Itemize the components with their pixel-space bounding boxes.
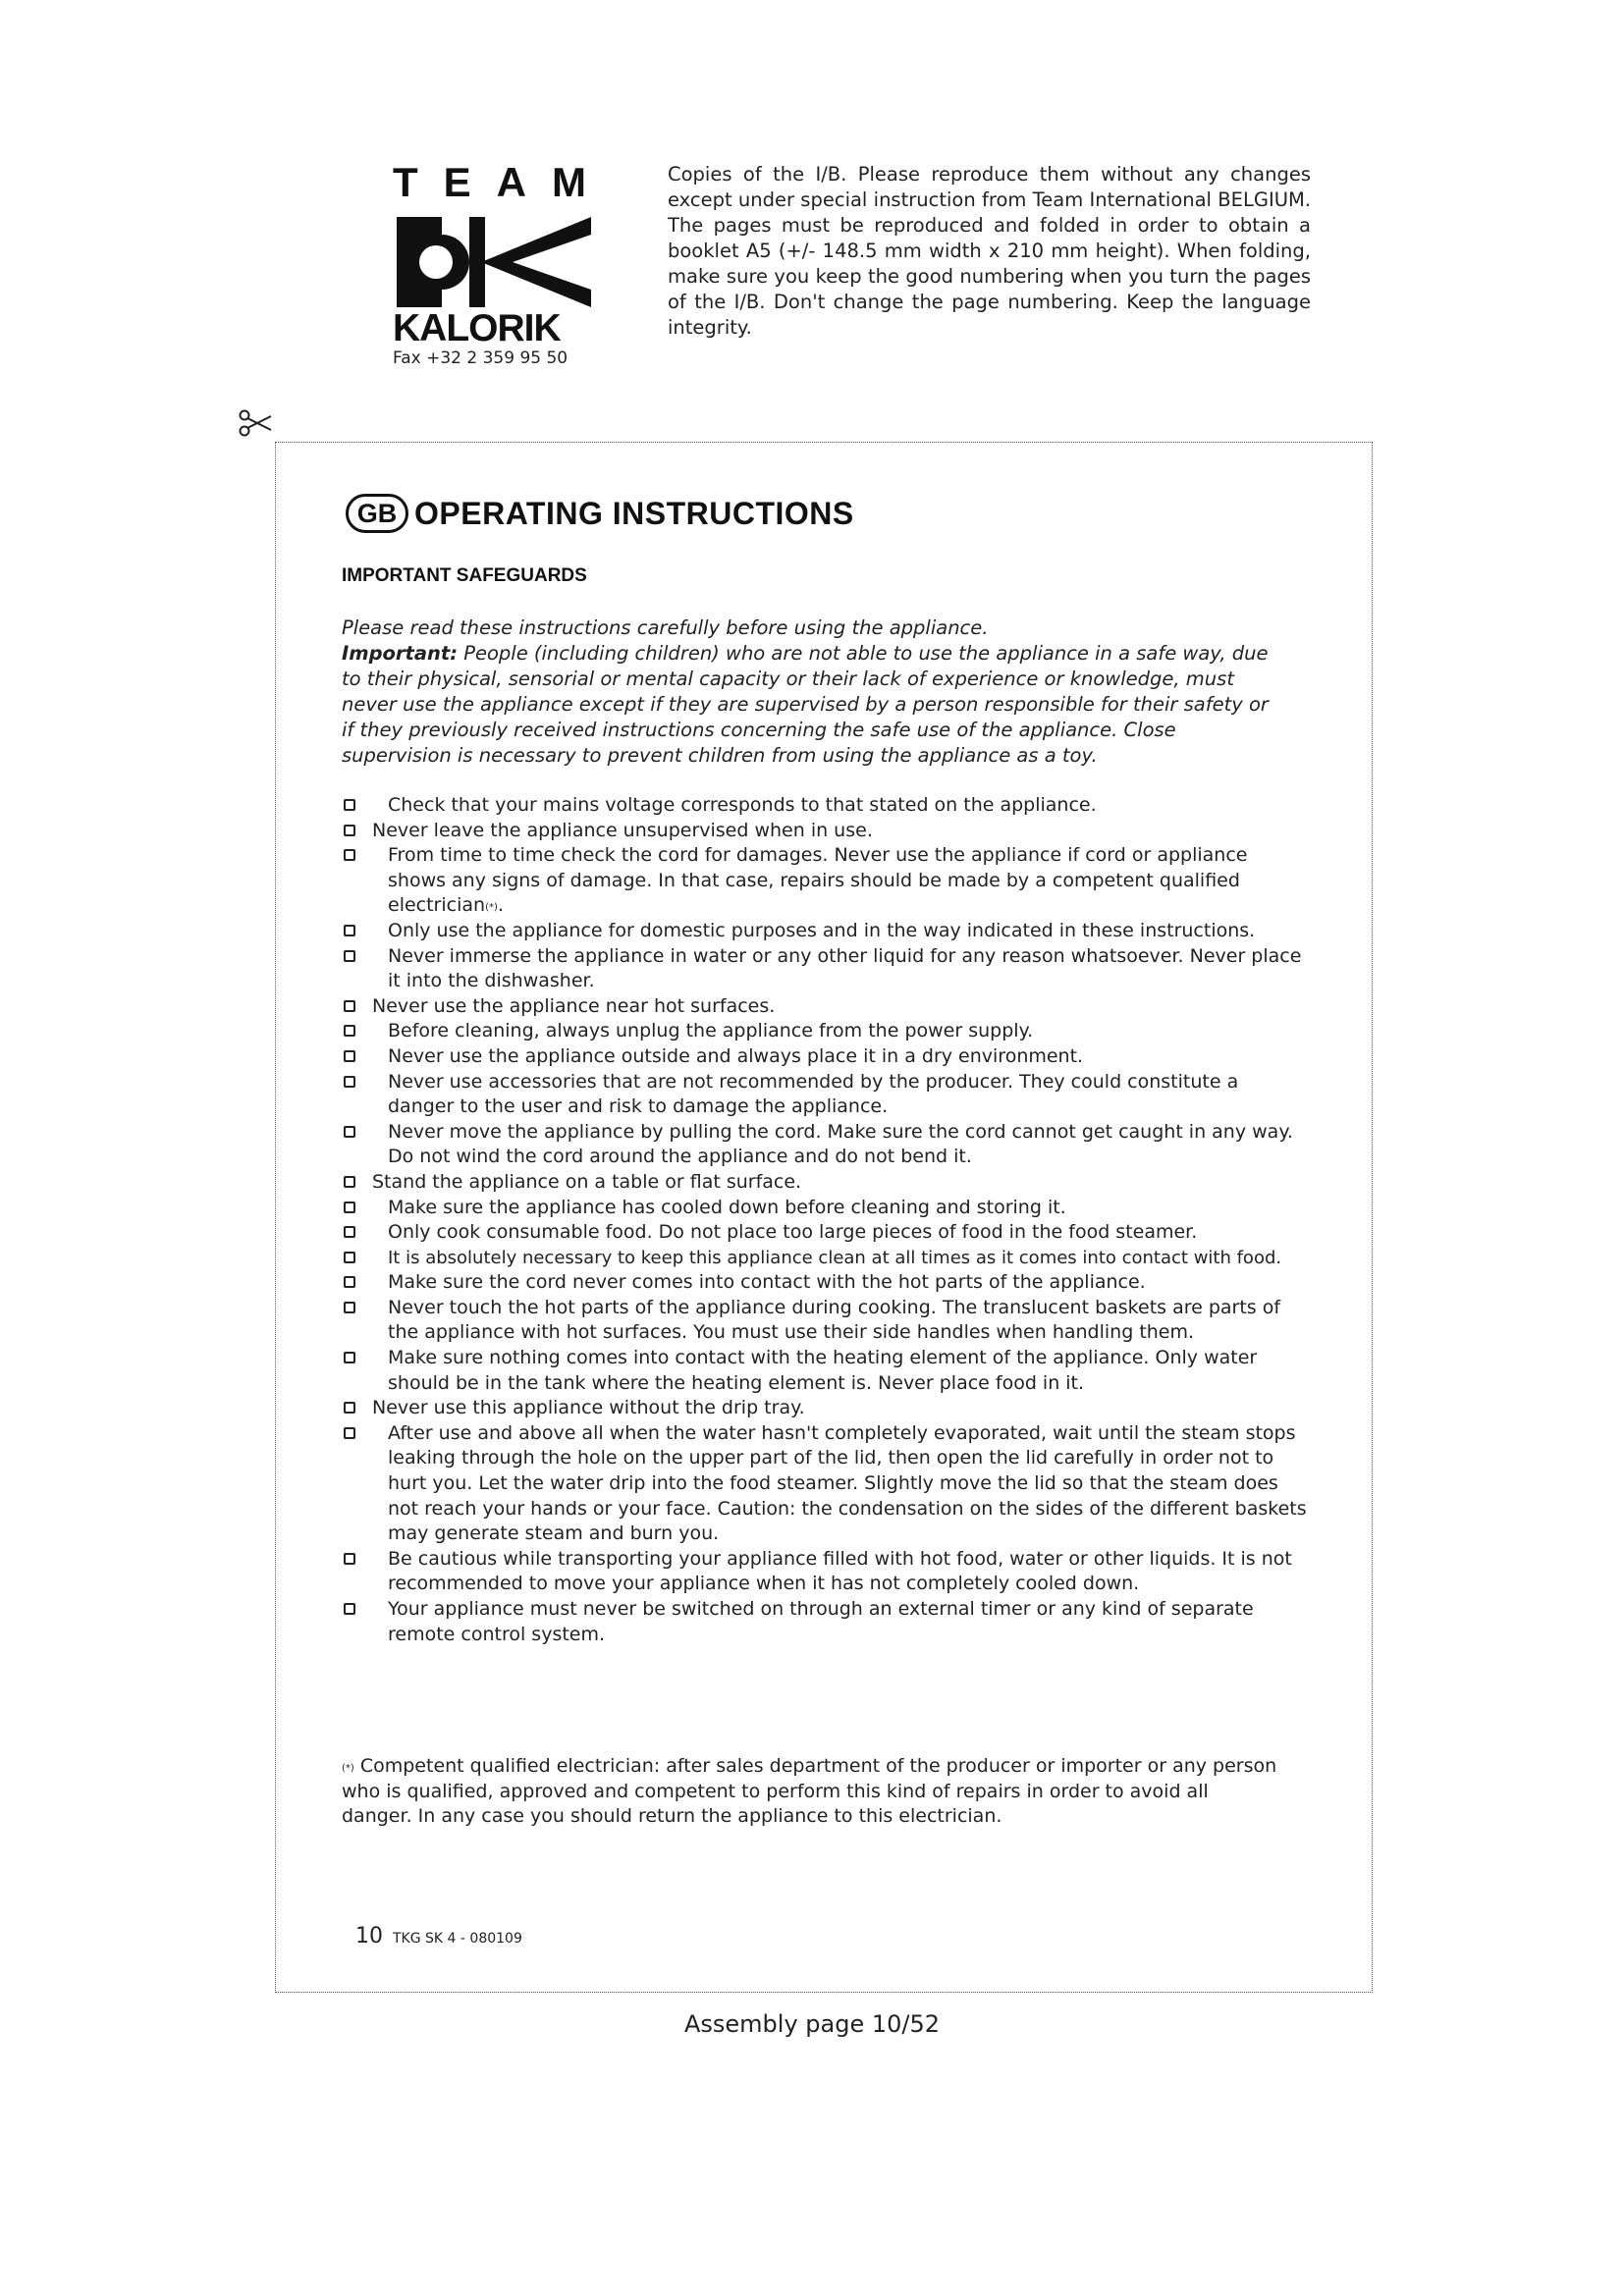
list-item: Never move the appliance by pulling the cord. Make sure the cord cannot get caught in any way. Do not wind the cord around the appliance and do not bend it. xyxy=(342,1120,1309,1170)
safeguards-list xyxy=(342,793,1309,1647)
footnote xyxy=(342,1754,1284,1830)
list-item: Never use the appliance near hot surfaces. xyxy=(342,994,1309,1020)
important-paragraph xyxy=(342,641,1274,769)
team-kalorik-logo xyxy=(393,159,612,368)
list-item: Never use the appliance outside and always place it in a dry environment. xyxy=(342,1044,1309,1070)
page-number: 10 xyxy=(355,1924,383,1949)
list-item: Check that your mains voltage corresponds to that stated on the appliance. xyxy=(342,793,1309,819)
checkbox-icon xyxy=(344,1000,355,1012)
checkbox-icon xyxy=(344,1126,355,1138)
list-item: Never immerse the appliance in water or any other liquid for any reason whatsoever. Never place it into the dishwasher. xyxy=(342,944,1309,994)
checkbox-icon xyxy=(344,1553,355,1565)
list-item: Only use the appliance for domestic purposes and in the way indicated in these instructions. xyxy=(342,919,1309,944)
list-item: Before cleaning, always unplug the appliance from the power supply. xyxy=(342,1019,1309,1044)
list-item: Be cautious while transporting your appliance filled with hot food, water or other liquids. It is not recommended to move your appliance when it has not completely cooled down. xyxy=(342,1547,1309,1597)
checkbox-icon xyxy=(344,1201,355,1213)
list-item: Never use accessories that are not recommended by the producer. They could constitute a danger to the user and risk to damage the appliance. xyxy=(342,1070,1309,1120)
checkbox-icon xyxy=(344,849,355,861)
list-item: Never touch the hot parts of the appliance during cooking. The translucent baskets are parts of the appliance with hot surfaces. You must use their side handles when handling them. xyxy=(342,1296,1309,1346)
checkbox-icon xyxy=(344,1025,355,1037)
important-text: People (including children) who are not able to use the appliance in a safe way, due to their physical, sensorial or mental capacity or their lack of experience or knowledge, must never use the appliance except if they are supervised by a person responsible for their safety or if they previously received instructions concerning the safe use of the appliance. Close supervision is necessary to prevent children from using the appliance as a toy. xyxy=(342,642,1269,767)
checkbox-icon xyxy=(344,1302,355,1313)
checkbox-icon xyxy=(344,1402,355,1414)
list-item: Never use this appliance without the drip tray. xyxy=(342,1396,1309,1421)
checkbox-icon xyxy=(344,825,355,836)
list-item: Make sure the appliance has cooled down before cleaning and storing it. xyxy=(342,1196,1309,1221)
logo-brand-text: KALORIK xyxy=(393,307,561,349)
checkbox-icon xyxy=(344,799,355,811)
logo-team-text: TEAM xyxy=(393,159,612,205)
checkbox-icon xyxy=(344,1176,355,1188)
page-footer xyxy=(355,1924,522,1949)
checkbox-icon xyxy=(344,1603,355,1615)
checkbox-icon xyxy=(344,1427,355,1439)
checkbox-icon xyxy=(344,950,355,962)
list-item: It is absolutely necessary to keep this appliance clean at all times as it comes into contact with food. xyxy=(342,1246,1309,1271)
section-title: IMPORTANT SAFEGUARDS xyxy=(342,565,587,586)
model-code: TKG SK 4 - 080109 xyxy=(393,1931,522,1947)
page-heading xyxy=(346,494,854,533)
checkbox-icon xyxy=(344,1276,355,1288)
list-item: Your appliance must never be switched on through an external timer or any kind of separate remote control system. xyxy=(342,1597,1309,1647)
list-item: Stand the appliance on a table or flat surface. xyxy=(342,1170,1309,1196)
page-title: OPERATING INSTRUCTIONS xyxy=(414,495,854,531)
fax-number: Fax +32 2 359 95 50 xyxy=(393,348,568,368)
checkbox-icon xyxy=(344,1352,355,1363)
intro-line: Please read these instructions carefully before using the appliance. xyxy=(342,616,989,639)
list-item: From time to time check the cord for damages. Never use the appliance if cord or appliance shows any signs of damage. In that case, repairs should be made by a competent qualified electrician(*). xyxy=(342,843,1309,919)
footnote-marker: (*) xyxy=(485,902,498,914)
footnote-text: Competent qualified electrician: after sales department of the producer or importer or any person who is qualified, approved and competent to perform this kind of repairs in order to avoid all danger. In any case you should return the appliance to this electrician. xyxy=(342,1755,1277,1828)
copy-instruction-note: Copies of the I/B. Please reproduce them without any changes except under special instruction from Team International BELGIUM. The pages must be reproduced and folded in order to obtain a booklet A5 (+/- 148.5 mm width x 210 mm height). When folding, make sure you keep the good numbering when you turn the pages of the I/B. Don't change the page numbering. Keep the language integrity. xyxy=(668,163,1311,339)
checkbox-icon xyxy=(344,1226,355,1238)
list-item: After use and above all when the water hasn't completely evaporated, wait until the steam stops leaking through the hole on the upper part of the lid, then open the lid carefully in order not to hurt you. Let the water drip into the food steamer. Slightly move the lid so that the steam does not reach your hands or your face. Caution: the condensation on the sides of the different baskets may generate steam and burn you. xyxy=(342,1421,1309,1547)
kalorik-k-mark-icon xyxy=(397,217,591,307)
list-item: Never leave the appliance unsupervised when in use. xyxy=(342,819,1309,844)
footnote-marker: (*) xyxy=(342,1763,354,1774)
scissors-icon xyxy=(238,408,273,438)
list-item: Make sure nothing comes into contact with the heating element of the appliance. Only water should be in the tank where the heating element is. Never place food in it. xyxy=(342,1346,1309,1396)
list-item: Only cook consumable food. Do not place too large pieces of food in the food steamer. xyxy=(342,1220,1309,1246)
checkbox-icon xyxy=(344,1252,355,1263)
checkbox-icon xyxy=(344,1076,355,1088)
checkbox-icon xyxy=(344,925,355,936)
important-label: Important: xyxy=(342,642,459,665)
language-badge: GB xyxy=(346,494,408,533)
list-item: Make sure the cord never comes into contact with the hot parts of the appliance. xyxy=(342,1270,1309,1296)
intro-text xyxy=(342,615,1274,769)
checkbox-icon xyxy=(344,1050,355,1062)
assembly-page-label: Assembly page 10/52 xyxy=(683,2010,941,2038)
